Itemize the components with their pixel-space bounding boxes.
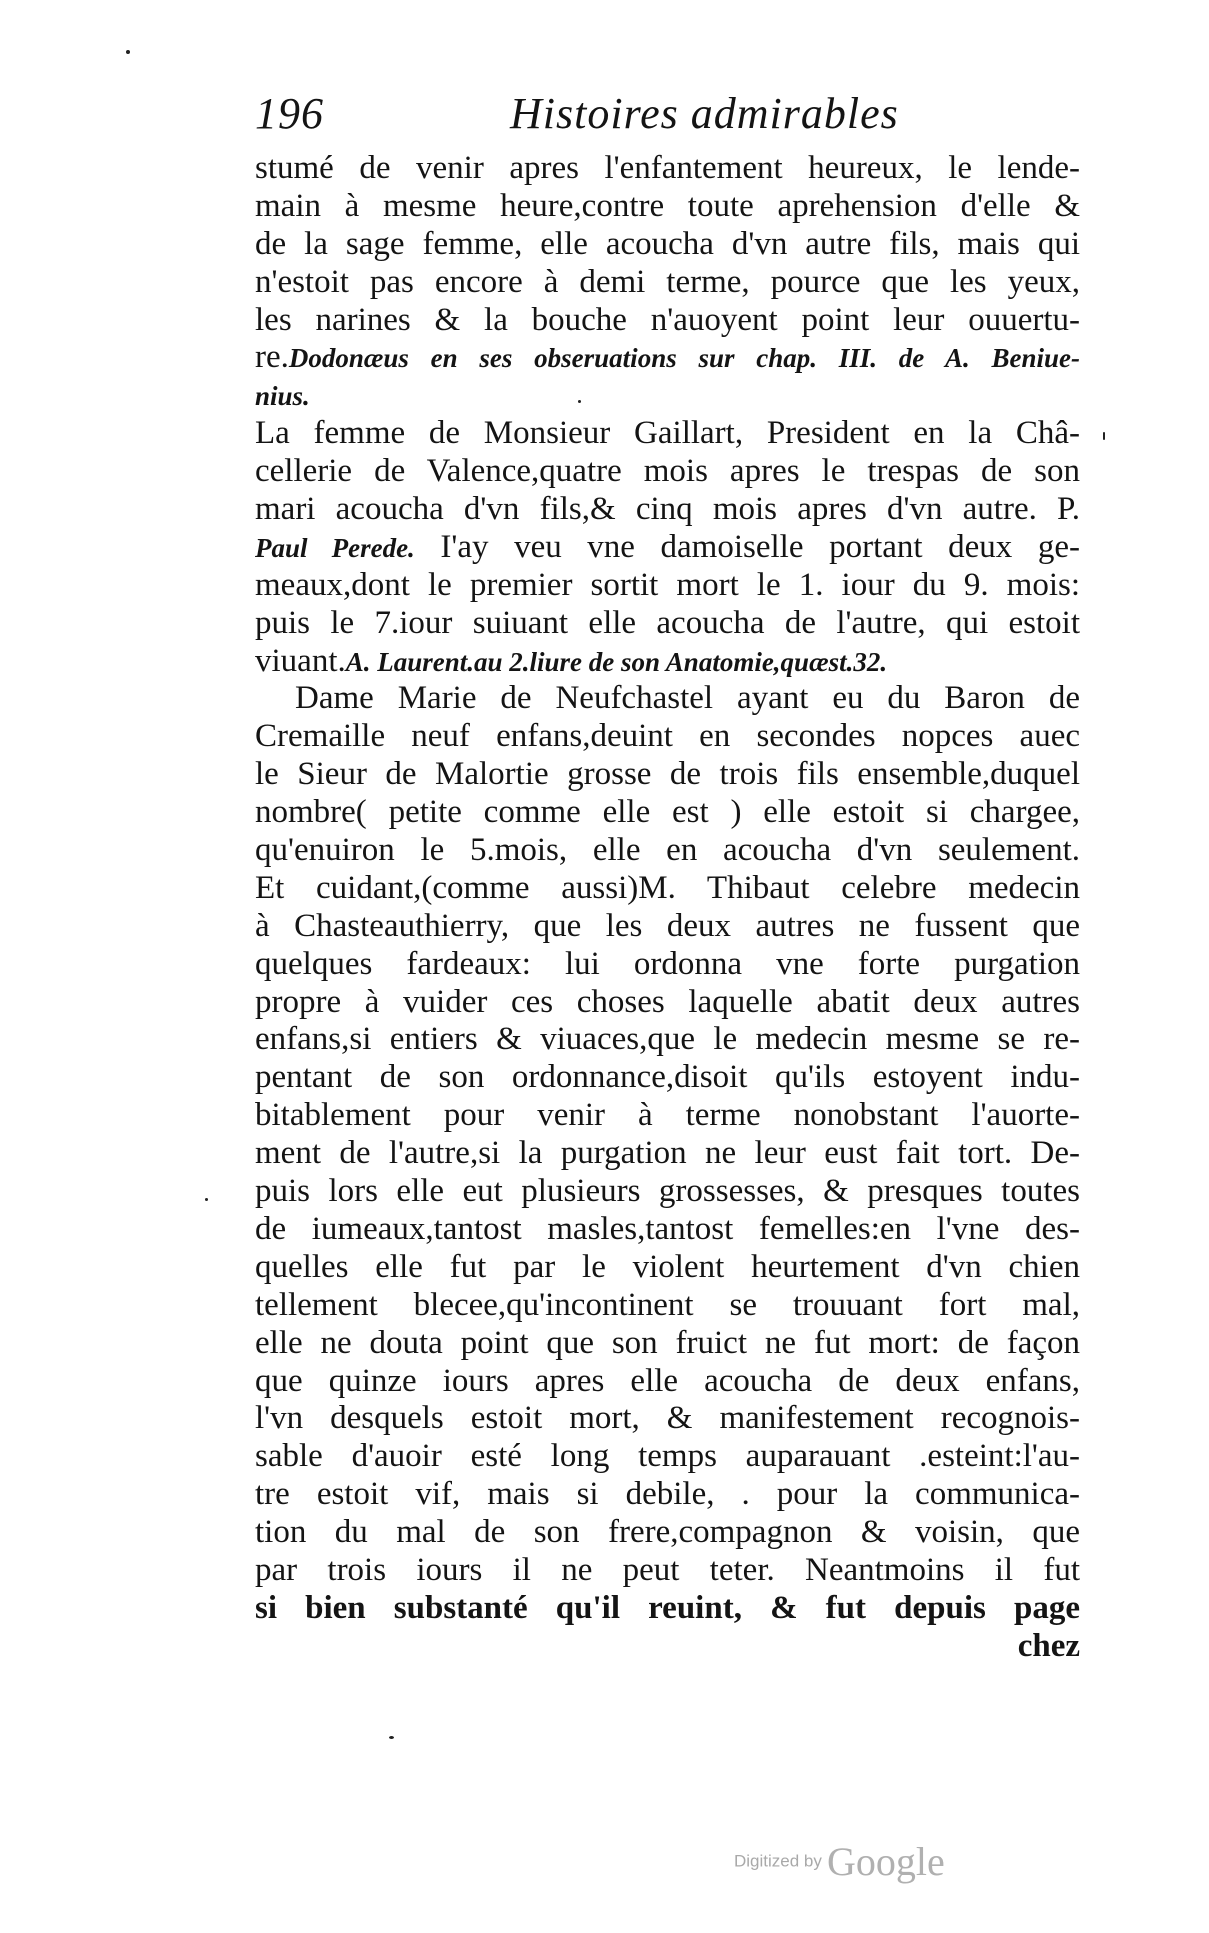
line-text: Dame Marie de Neufchastel ayant eu du Baron de: [295, 680, 1080, 717]
running-head: Histoires admirables: [510, 89, 899, 138]
text-line: [255, 1628, 1080, 1666]
text-line: [255, 415, 1080, 453]
line-text: ment de l'autre,si la purgation ne leur eust fait tort. De-: [255, 1135, 1080, 1172]
line-text: enfans,si entiers & viuaces,que le medecin mesme se re-: [255, 1021, 1080, 1058]
line-text: sable d'auoir esté long temps auparauant .esteint:l'au-: [255, 1438, 1080, 1475]
line-text: si bien substanté qu'il reuint, & fut depuis page: [255, 1589, 1080, 1626]
citation: nius.: [255, 381, 310, 412]
line-text: nombre( petite comme elle est ) elle estoit si chargee,: [255, 794, 1080, 831]
text-line: [255, 377, 1080, 415]
text-line: [255, 908, 1080, 946]
text-line: [255, 1249, 1080, 1287]
line-text: tellement blecee,qu'incontinent se trouuant fort mal,: [255, 1286, 1080, 1323]
line-text: tre estoit vif, mais si debile, . pour la communica-: [255, 1476, 1080, 1513]
watermark-prefix: Digitized by: [734, 1851, 822, 1871]
line-text: tion du mal de son frere,compagnon & voisin, que: [255, 1514, 1080, 1551]
line-text: qu'enuiron le 5.mois, elle en acoucha d'vn seulement.: [255, 832, 1080, 869]
text-line: [255, 567, 1080, 605]
text-line: [255, 605, 1080, 643]
line-text: cellerie de Valence,quatre mois apres le trespas de son: [255, 453, 1080, 490]
citation: Paul Perede.: [255, 532, 415, 563]
line-text: propre à vuider ces choses laquelle abatit deux autres: [255, 983, 1080, 1020]
text-line: [255, 1363, 1080, 1401]
text-line: [255, 1325, 1080, 1363]
line-text: quelques fardeaux: lui ordonna vne forte purgation: [255, 945, 1080, 982]
ink-speck: [389, 1736, 394, 1739]
line-text: pentant de son ordonnance,disoit qu'ils estoyent indu-: [255, 1059, 1080, 1096]
digitized-by-google-watermark: [734, 1838, 945, 1885]
ink-speck: [1103, 432, 1105, 440]
line-text: La femme de Monsieur Gaillart, President en la Châ-: [255, 415, 1080, 452]
text-line: [255, 1135, 1080, 1173]
text-line: [255, 453, 1080, 491]
line-text: bitablement pour venir à terme nonobstant l'auorte-: [255, 1097, 1080, 1134]
line-text: chez: [1017, 1627, 1080, 1664]
text-line: [255, 1438, 1080, 1476]
line-text: meaux,dont le premier sortit mort le 1. iour du 9. mois:: [255, 566, 1080, 603]
text-line: [255, 1211, 1080, 1249]
text-line: [255, 756, 1080, 794]
text-line: [255, 302, 1080, 340]
line-text: que quinze iours apres elle acoucha de deux enfans,: [255, 1362, 1080, 1399]
text-line: [255, 1173, 1080, 1211]
page-header: [255, 88, 899, 148]
text-line: [255, 1552, 1080, 1590]
citation: Dodonæus en ses obseruations sur chap. III. de A. Beniue-: [288, 343, 1080, 374]
ink-speck: [126, 50, 130, 54]
line-text: à Chasteauthierry, que les deux autres ne fussent que: [255, 907, 1080, 944]
line-text: n'estoit pas encore à demi terme, pource que les yeux,: [255, 263, 1080, 300]
text-line: [255, 1514, 1080, 1552]
text-line: [255, 718, 1080, 756]
text-line: [255, 150, 1080, 188]
text-line: [255, 264, 1080, 302]
text-line: [255, 946, 1080, 984]
text-line: [255, 491, 1080, 529]
text-line: [255, 984, 1080, 1022]
text-line: [255, 1400, 1080, 1438]
line-text: de la sage femme, elle acoucha d'vn autre fils, mais qui: [255, 225, 1080, 262]
text-line: [255, 1021, 1080, 1059]
line-text: main à mesme heure,contre toute aprehension d'elle &: [255, 187, 1080, 224]
line-text: quelles elle fut par le violent heurtement d'vn chien: [255, 1248, 1080, 1285]
ink-speck: [578, 400, 581, 403]
line-text: viuant.: [255, 642, 346, 679]
body-text: [255, 150, 1080, 1666]
text-line: [255, 1590, 1080, 1628]
line-text: le Sieur de Malortie grosse de trois fils ensemble,duquel: [255, 756, 1080, 793]
line-text: re.: [255, 339, 289, 376]
line-text-continued: I'ay veu vne damoiselle portant deux ge-: [414, 528, 1081, 565]
text-line: [255, 1287, 1080, 1325]
text-line: [255, 226, 1080, 264]
line-text: mari acoucha d'vn fils,& cinq mois apres d'vn autre. P.: [255, 491, 1080, 528]
line-text: puis le 7.iour suiuant elle acoucha de l'autre, qui estoit: [255, 604, 1080, 641]
text-line: [255, 870, 1080, 908]
citation: A. Laurent.au 2.liure de son Anatomie,quæst.32.: [345, 646, 888, 677]
text-line: [255, 339, 1080, 377]
text-line: [255, 794, 1080, 832]
google-logo: Google: [826, 1839, 945, 1884]
line-text: Et cuidant,(comme aussi)M. Thibaut celebre medecin: [255, 869, 1080, 906]
line-text: les narines & la bouche n'auoyent point leur ouuertu-: [255, 301, 1080, 338]
line-text: de iumeaux,tantost masles,tantost femelles:en l'vne des-: [255, 1210, 1080, 1247]
text-line: [255, 529, 1080, 567]
text-line: [255, 1097, 1080, 1135]
line-text: puis lors elle eut plusieurs grossesses, & presques toutes: [255, 1173, 1080, 1210]
line-text: par trois iours il ne peut teter. Neantmoins il fut: [255, 1551, 1080, 1588]
text-line: [255, 680, 1080, 718]
text-line: [255, 832, 1080, 870]
ink-speck: [205, 1198, 208, 1201]
line-text: Cremaille neuf enfans,deuint en secondes nopces auec: [255, 718, 1080, 755]
text-line: [255, 188, 1080, 226]
line-text: elle ne douta point que son fruict ne fut mort: de façon: [255, 1324, 1080, 1361]
page-number: 196: [255, 89, 324, 138]
text-line: [255, 1059, 1080, 1097]
line-text: l'vn desquels estoit mort, & manifestement recognois-: [255, 1400, 1080, 1437]
text-line: [255, 1476, 1080, 1514]
text-line: [255, 643, 1080, 681]
line-text: stumé de venir apres l'enfantement heureux, le lende-: [255, 150, 1080, 186]
